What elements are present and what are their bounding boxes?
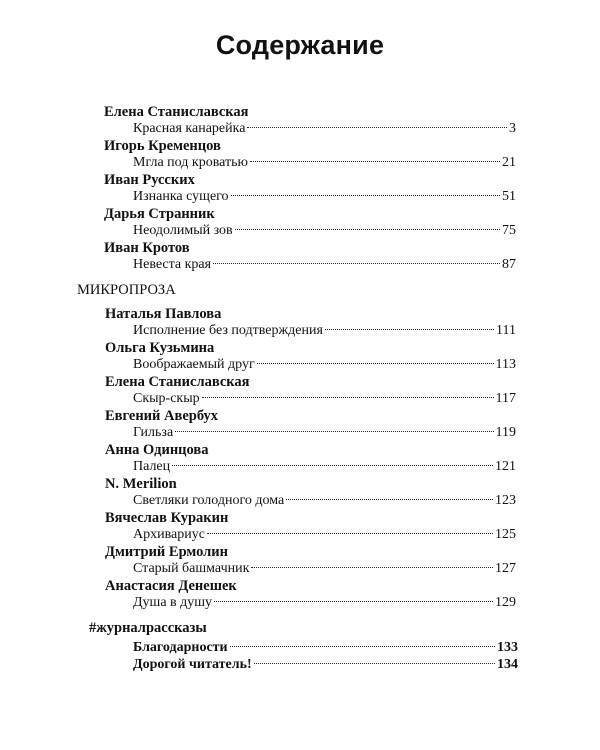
entry-page: 129: [495, 595, 516, 610]
entry-page: 51: [502, 189, 516, 204]
toc-author: Наталья Павлова: [105, 306, 222, 322]
toc-author: Анастасия Денешек: [105, 578, 237, 594]
entry-title: Исполнение без подтверждения: [133, 323, 323, 338]
toc-author: Дарья Странник: [104, 206, 215, 222]
section-heading-microprose: МИКРОПРОЗА: [77, 282, 176, 298]
toc-entry[interactable]: [133, 188, 516, 206]
entry-title: Благодарности: [133, 640, 228, 655]
leader-dots: [213, 263, 500, 264]
entry-page: 21: [502, 155, 516, 170]
toc-entry[interactable]: [133, 356, 516, 374]
leader-dots: [247, 127, 507, 128]
entry-title: Старый башмачник: [133, 561, 250, 576]
entry-title: Гильза: [133, 425, 174, 440]
leader-dots: [257, 363, 494, 364]
entry-title: Изнанка сущего: [133, 189, 229, 204]
toc-author: Дмитрий Ермолин: [105, 544, 229, 560]
toc-entry[interactable]: [133, 492, 516, 510]
entry-title: Мгла под кроватью: [133, 155, 248, 170]
entry-title: Воображаемый друг: [133, 357, 255, 372]
entry-page: 113: [495, 357, 516, 372]
toc-entry[interactable]: [133, 120, 516, 138]
toc-entry[interactable]: [133, 322, 516, 340]
entry-page: 111: [496, 323, 516, 338]
entry-title: Палец: [133, 459, 171, 474]
entry-page: 119: [495, 425, 516, 440]
toc-author: Иван Русских: [104, 172, 195, 188]
toc-author: Елена Станиславская: [104, 104, 249, 120]
entry-page: 125: [495, 527, 516, 542]
entry-page: 133: [497, 640, 518, 655]
toc-entry[interactable]: [133, 154, 516, 172]
leader-dots: [230, 646, 495, 647]
entry-title: Невеста края: [133, 257, 212, 272]
entry-title: Дорогой читатель!: [133, 657, 252, 672]
leader-dots: [214, 601, 493, 602]
entry-page: 3: [509, 121, 516, 136]
leader-dots: [235, 229, 500, 230]
toc-entry[interactable]: [133, 560, 516, 578]
leader-dots: [202, 397, 494, 398]
entry-title: Красная канарейка: [133, 121, 246, 136]
leader-dots: [231, 195, 500, 196]
entry-page: 134: [497, 657, 518, 672]
toc-author: Елена Станиславская: [105, 374, 250, 390]
leader-dots: [175, 431, 493, 432]
leader-dots: [172, 465, 493, 466]
toc-author: Ольга Кузьмина: [105, 340, 215, 356]
toc-author: Иван Кротов: [104, 240, 190, 256]
leader-dots: [325, 329, 494, 330]
toc-entry[interactable]: [133, 222, 516, 240]
toc-entry[interactable]: [133, 458, 516, 476]
toc-author: Евгений Авербух: [105, 408, 219, 424]
toc-entry[interactable]: [133, 656, 518, 674]
entry-title: Светляки голодного дома: [133, 493, 285, 508]
leader-dots: [286, 499, 493, 500]
entry-page: 123: [495, 493, 516, 508]
toc-entry[interactable]: [133, 639, 518, 657]
toc-entry[interactable]: [133, 424, 516, 442]
entry-page: 121: [495, 459, 516, 474]
leader-dots: [207, 533, 493, 534]
entry-page: 127: [495, 561, 516, 576]
entry-title: Душа в душу: [133, 595, 213, 610]
toc-entry[interactable]: [133, 594, 516, 612]
toc-author: Анна Одинцова: [105, 442, 209, 458]
entry-title: Неодолимый зов: [133, 223, 233, 238]
entry-title: Скыр-скыр: [133, 391, 200, 406]
toc-entry[interactable]: [133, 526, 516, 544]
toc-author: N. Merilion: [105, 476, 177, 492]
toc-entry[interactable]: [133, 390, 516, 408]
toc-author: Игорь Кременцов: [104, 138, 221, 154]
entry-page: 75: [502, 223, 516, 238]
leader-dots: [250, 161, 500, 162]
page-title: Содержание: [215, 30, 385, 60]
entry-page: 87: [502, 257, 516, 272]
entry-title: Архивариус: [133, 527, 205, 542]
entry-page: 117: [495, 391, 516, 406]
leader-dots: [251, 567, 493, 568]
leader-dots: [254, 663, 495, 664]
toc-entry[interactable]: [133, 256, 516, 274]
section-heading-journal: #журналрассказы: [89, 620, 207, 636]
toc-author: Вячеслав Куракин: [105, 510, 229, 526]
